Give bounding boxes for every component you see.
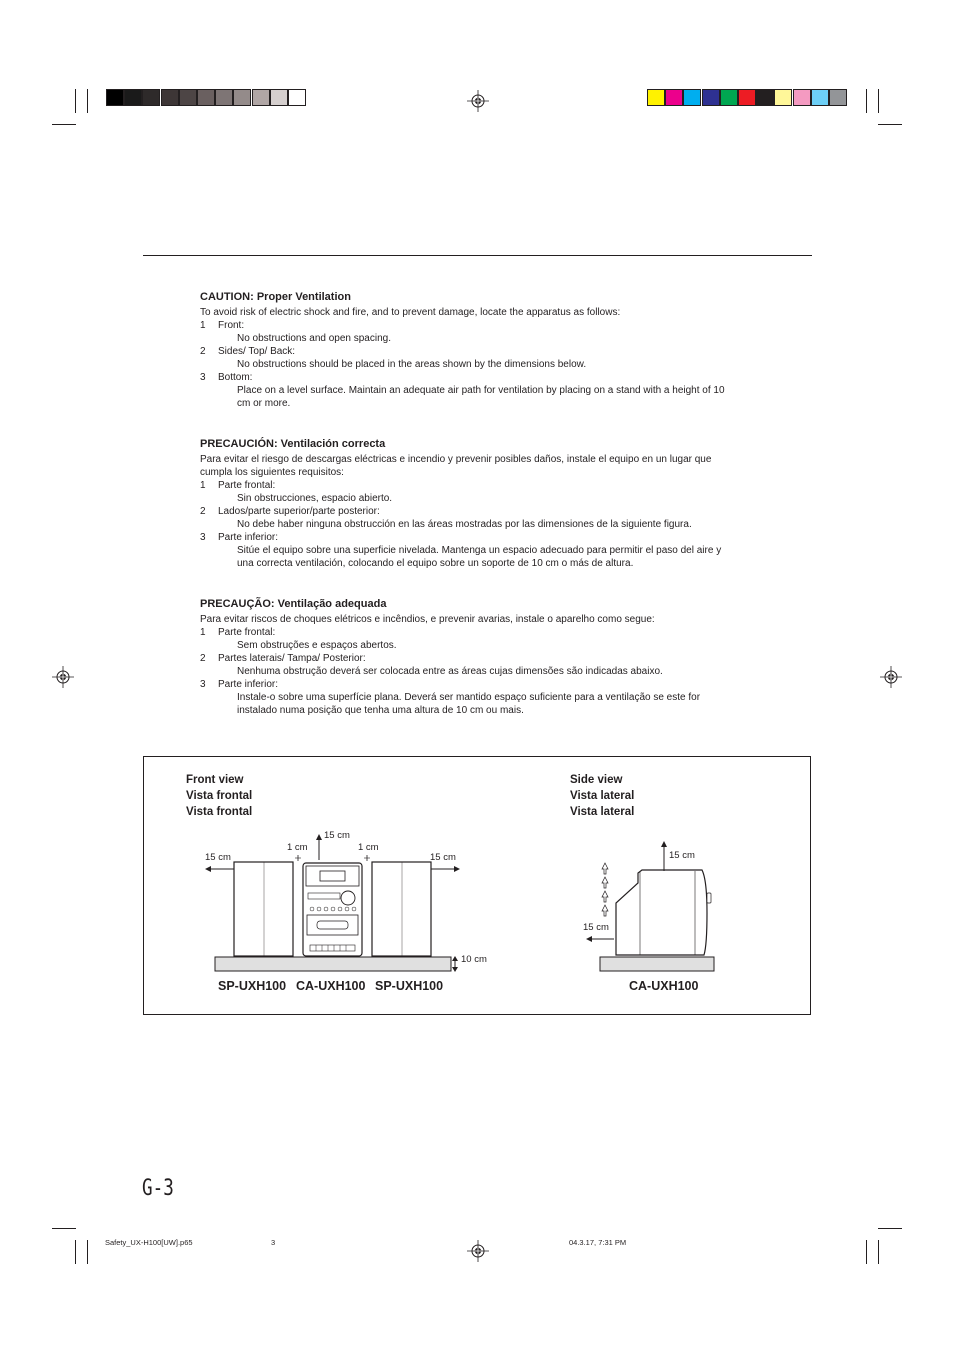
item-detail: cm or more. bbox=[237, 398, 291, 409]
item-label: Sides/ Top/ Back: bbox=[218, 346, 296, 357]
color-swatch bbox=[179, 89, 197, 106]
model-label: SP-UXH100 bbox=[375, 979, 444, 993]
color-swatch bbox=[720, 89, 738, 106]
item-detail: No obstructions and open spacing. bbox=[237, 333, 391, 344]
item-detail: instalado numa posição que tenha uma altura de 10 cm ou mais. bbox=[237, 705, 524, 716]
list-item bbox=[200, 479, 760, 492]
section-title: CAUTION: Proper Ventilation bbox=[200, 291, 351, 303]
crop-mark bbox=[878, 1228, 902, 1229]
item-label: Partes laterais/ Tampa/ Posterior: bbox=[218, 653, 366, 664]
list-item bbox=[200, 345, 760, 358]
item-label: Parte frontal: bbox=[218, 480, 276, 491]
color-swatch bbox=[829, 89, 847, 106]
registration-target-icon bbox=[467, 1240, 489, 1262]
color-swatch bbox=[738, 89, 756, 106]
side-view-labels bbox=[570, 772, 634, 820]
color-swatch bbox=[142, 89, 160, 106]
item-detail: Place on a level surface. Maintain an adequate air path for ventilation by placing on a stand with a height of 10 bbox=[237, 385, 725, 396]
color-swatch bbox=[811, 89, 829, 106]
color-swatch bbox=[683, 89, 701, 106]
front-view-label: Vista frontal bbox=[186, 790, 253, 802]
color-swatch bbox=[124, 89, 142, 106]
color-swatch bbox=[197, 89, 215, 106]
item-detail: Instale-o sobre uma superfície plana. Deverá ser mantido espaço suficiente para a ventilação se este for bbox=[237, 692, 701, 703]
item-label: Parte frontal: bbox=[218, 627, 276, 638]
list-item bbox=[200, 678, 760, 691]
color-swatch bbox=[288, 89, 306, 106]
crop-mark bbox=[878, 1240, 879, 1264]
item-label: Parte inferior: bbox=[218, 532, 279, 543]
side-view-label: Vista lateral bbox=[570, 790, 635, 802]
color-swatch bbox=[647, 89, 665, 106]
crop-mark bbox=[878, 124, 902, 125]
footer-page: 3 bbox=[271, 1238, 276, 1247]
item-number: 3 bbox=[200, 679, 206, 690]
item-number: 2 bbox=[200, 653, 206, 664]
model-label: CA-UXH100 bbox=[629, 979, 699, 993]
item-detail: Nenhuma obstrução deverá ser colocada entre as áreas cujas dimensões são indicadas abaixo. bbox=[237, 666, 663, 677]
color-swatch bbox=[270, 89, 288, 106]
crop-mark bbox=[87, 1240, 88, 1264]
color-swatch bbox=[774, 89, 792, 106]
dimension-label: 10 cm bbox=[461, 954, 487, 965]
item-detail: una correcta ventilación, colocando el equipo sobre un soporte de 10 cm o más de altura. bbox=[237, 558, 634, 569]
header-rule bbox=[143, 255, 812, 256]
section-intro: Para evitar el riesgo de descargas eléctricas e incendio y prevenir posibles daños, instale el equipo en un lugar que bbox=[200, 454, 712, 465]
color-swatch bbox=[106, 89, 124, 106]
front-view-label: Vista frontal bbox=[186, 806, 253, 818]
registration-target-icon bbox=[880, 666, 902, 688]
item-label: Parte inferior: bbox=[218, 679, 279, 690]
front-view-label: Front view bbox=[186, 774, 244, 786]
side-view-diagram bbox=[580, 835, 720, 975]
crop-mark bbox=[87, 89, 88, 113]
footer-filename: Safety_UX-H100[UW].p65 bbox=[105, 1238, 193, 1247]
crop-mark bbox=[866, 1240, 867, 1264]
color-swatch bbox=[215, 89, 233, 106]
list-item bbox=[200, 626, 760, 639]
item-number: 1 bbox=[200, 320, 206, 331]
item-label: Bottom: bbox=[218, 372, 253, 383]
caution-section-spanish bbox=[200, 437, 760, 570]
color-swatch bbox=[665, 89, 683, 106]
dimension-label: 15 cm bbox=[430, 852, 456, 863]
section-intro: Para evitar riscos de choques elétricos e incêndios, e prevenir avarias, instale o aparelho como segue: bbox=[200, 614, 655, 625]
crop-mark bbox=[866, 89, 867, 113]
item-detail: Sitúe el equipo sobre una superficie nivelada. Mantenga un espacio adecuado para permitir el paso del aire y bbox=[237, 545, 722, 556]
dimension-label: 15 cm bbox=[669, 850, 695, 861]
color-swatch bbox=[702, 89, 720, 106]
item-number: 2 bbox=[200, 506, 206, 517]
list-item bbox=[200, 531, 760, 544]
registration-target-icon bbox=[52, 666, 74, 688]
section-title: PRECAUÇÃO: Ventilação adequada bbox=[200, 598, 387, 610]
dimension-label: 15 cm bbox=[324, 830, 350, 841]
item-detail: No obstructions should be placed in the areas shown by the dimensions below. bbox=[237, 359, 587, 370]
front-view-labels bbox=[186, 772, 252, 820]
side-view-label: Side view bbox=[570, 774, 623, 786]
crop-mark bbox=[75, 89, 76, 113]
item-number: 2 bbox=[200, 346, 206, 357]
color-swatch bbox=[161, 89, 179, 106]
item-number: 3 bbox=[200, 372, 206, 383]
section-title: PRECAUCIÓN: Ventilación correcta bbox=[200, 438, 386, 450]
model-label: SP-UXH100 bbox=[218, 979, 287, 993]
crop-mark bbox=[75, 1240, 76, 1264]
caution-section-portuguese bbox=[200, 597, 760, 717]
item-label: Lados/parte superior/parte posterior: bbox=[218, 506, 380, 517]
item-detail: Sem obstruções e espaços abertos. bbox=[237, 640, 397, 651]
item-number: 1 bbox=[200, 480, 206, 491]
crop-mark bbox=[52, 1228, 76, 1229]
page-number: G-3 bbox=[142, 1176, 174, 1201]
dimension-label: 1 cm bbox=[287, 842, 308, 853]
list-item bbox=[200, 371, 760, 384]
section-intro: To avoid risk of electric shock and fire, and to prevent damage, locate the apparatus as follows: bbox=[200, 307, 621, 318]
dimension-label: 15 cm bbox=[205, 852, 231, 863]
color-swatch bbox=[756, 89, 774, 106]
section-intro: cumpla los siguientes requisitos: bbox=[200, 467, 344, 478]
footer-date: 04.3.17, 7:31 PM bbox=[569, 1238, 627, 1247]
crop-mark bbox=[878, 89, 879, 113]
list-item bbox=[200, 319, 760, 332]
color-swatch bbox=[233, 89, 251, 106]
dimension-label: 15 cm bbox=[583, 922, 609, 933]
color-swatch bbox=[793, 89, 811, 106]
list-item bbox=[200, 652, 760, 665]
item-detail: Sin obstrucciones, espacio abierto. bbox=[237, 493, 393, 504]
item-label: Front: bbox=[218, 320, 245, 331]
list-item bbox=[200, 505, 760, 518]
item-number: 1 bbox=[200, 627, 206, 638]
item-number: 3 bbox=[200, 532, 206, 543]
model-label: CA-UXH100 bbox=[296, 979, 366, 993]
registration-target-icon bbox=[467, 90, 489, 112]
crop-mark bbox=[52, 124, 76, 125]
color-swatch bbox=[252, 89, 270, 106]
side-view-label: Vista lateral bbox=[570, 806, 635, 818]
item-detail: No debe haber ninguna obstrucción en las áreas mostradas por las dimensiones de la siguiente figura. bbox=[237, 519, 692, 530]
dimension-label: 1 cm bbox=[358, 842, 379, 853]
caution-section-english bbox=[200, 290, 760, 410]
